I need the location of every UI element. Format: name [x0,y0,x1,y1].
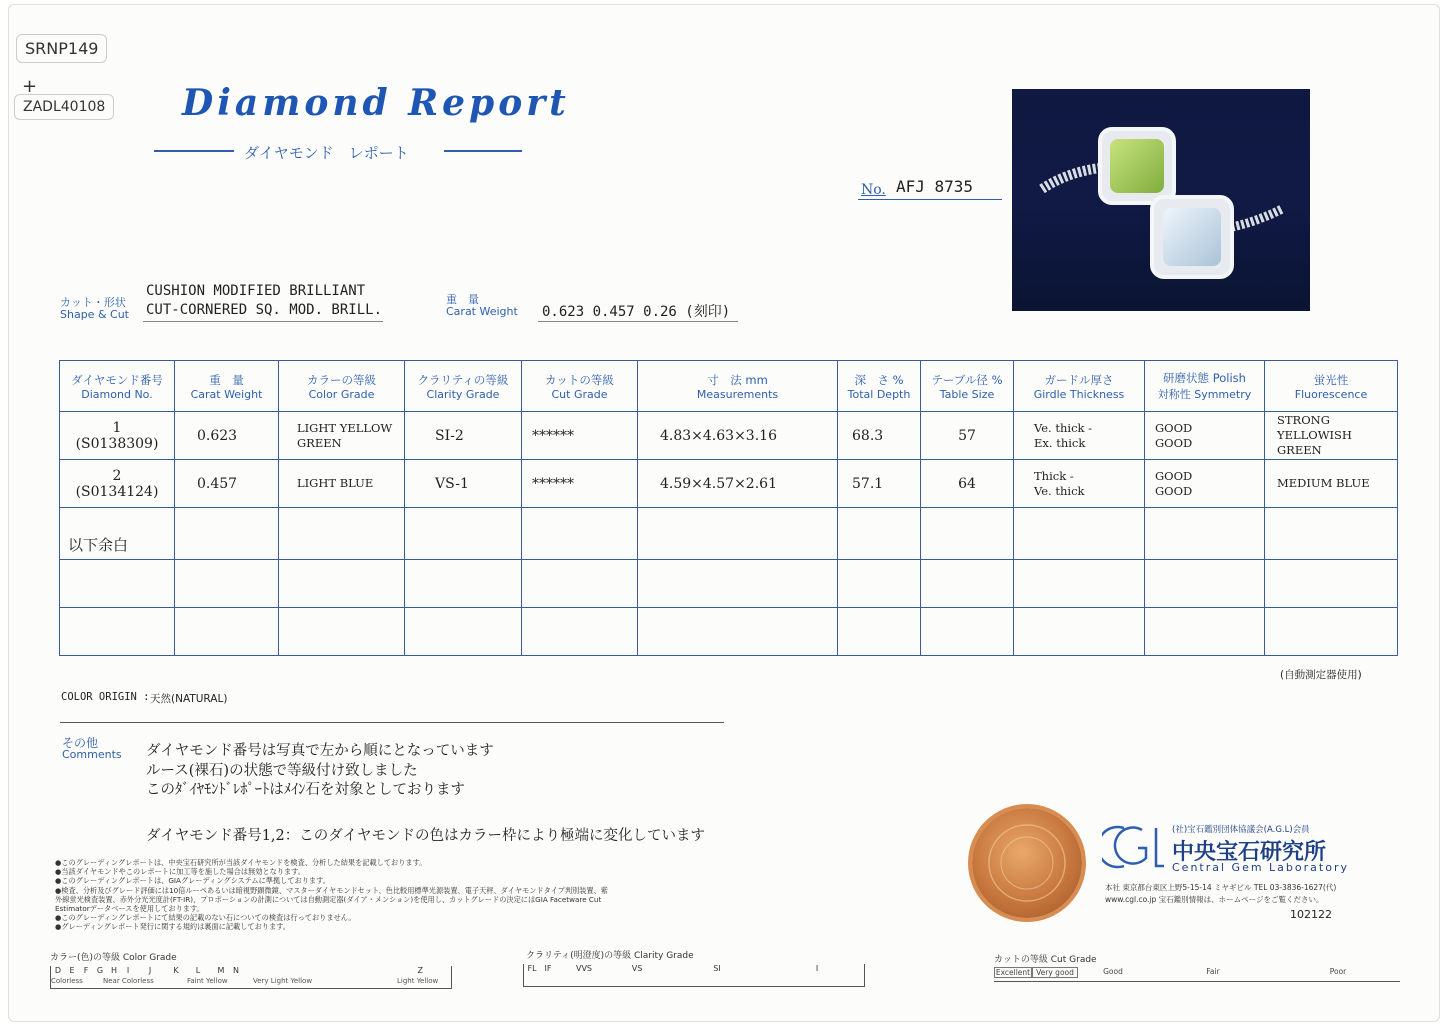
clarity-scale-title: クラリティ(明澄度)の等級 Clarity Grade [526,951,694,961]
row1-cut: ****** [522,412,638,460]
color-origin-label: COLOR ORIGIN : [61,691,150,703]
row2-table-size: 64 [921,460,1014,508]
table-header-row [60,361,1398,412]
row2-carat: 0.457 [175,460,279,508]
color-scale: D E F G H I J K L M N Z Colorless Near Colorless Faint Yellow Very Light Yellow Light Yellow [50,966,452,989]
comment-line-3: このﾀﾞｲﾔﾓﾝﾄﾞﾚﾎﾟｰﾄはﾒｲﾝ石を対象としております [146,782,465,798]
header-measurements: 寸 法 mm Measurements [638,361,838,412]
row1-measurements: 4.83×4.63×3.16 [638,412,838,460]
report-number: AFJ 8735 [896,177,974,196]
shape-rule [143,321,383,322]
handwritten-note-bottom: ZADL40108 [14,94,114,120]
row2-polish: GOOD GOOD [1145,460,1265,508]
table-row [60,560,1398,608]
cgl-logo-icon [1102,822,1166,876]
row1-carat: 0.623 [175,412,279,460]
comment-line-2: ルース(裸石)の状態で等級付け致しました [146,763,418,779]
header-fluorescence: 蛍光性 Fluorescence [1265,361,1398,412]
lab-web: www.cgl.co.jp 宝石鑑別情報は、ホームページをご覧ください。 [1105,895,1324,904]
grading-table [59,360,1398,656]
title-rule-right [444,150,522,152]
row1-color: LIGHT YELLOW GREEN [279,412,405,460]
table-row [60,460,1398,508]
report-no-rule [858,199,1002,200]
comments-label-en: Comments [62,748,122,761]
weight-rule [538,321,738,322]
row1-fluorescence: STRONG YELLOWISH GREEN [1265,412,1398,460]
report-title: Diamond Report [182,82,570,124]
row1-clarity: SI-2 [405,412,522,460]
title-rule-left [154,150,234,152]
clarity-scale: FL IF VVS VS SI I [523,964,865,987]
comment-line-4: ダイヤモンド番号1,2：このダイヤモンドの色はカラー枠により極端に変化しています [146,828,705,844]
header-diamond-no: ダイヤモンド番号 Diamond No. [60,361,175,412]
ring-image-icon [1012,89,1310,311]
lab-name-ja: 中央宝石研究所 [1172,839,1327,865]
ring-photo [1012,89,1310,311]
shape-line1: CUSHION MODIFIED BRILLIANT [146,283,366,299]
handwritten-plus: + [22,76,38,97]
cut-scale-title: カットの等級 Cut Grade [994,955,1097,965]
header-polish-symmetry: 研磨状態 Polish 対称性 Symmetry [1145,361,1265,412]
row2-fluorescence: MEDIUM BLUE [1265,460,1398,508]
report-no-label: No. [861,182,886,198]
color-origin-value: 天然(NATURAL) [150,693,228,705]
header-girdle: ガードル厚さ Girdle Thickness [1014,361,1145,412]
row2-girdle: Thick - Ve. thick [1014,460,1145,508]
row1-depth: 68.3 [838,412,921,460]
cut-scale: Excellent Very good Good Fair Poor [994,967,1400,982]
header-carat: 重 量 Carat Weight [175,361,279,412]
header-color: カラーの等級 Color Grade [279,361,405,412]
shape-label-ja: カット・形状 [60,296,126,309]
color-scale-title: カラー(色)の等級 Color Grade [50,953,177,963]
table-row [60,508,1398,560]
weight-label-en: Carat Weight [446,305,518,318]
row2-diamond-no: 2 (S0134124) [60,460,175,508]
shape-label-en: Shape & Cut [60,308,129,321]
blank-note: 以下余白 [60,508,175,560]
agl-member: (社)宝石鑑別団体協議会(A.G.L)会員 [1172,825,1310,835]
gold-seal-icon [972,808,1082,918]
table-row [60,412,1398,460]
report-subtitle: ダイヤモンド レポート [244,144,409,162]
row2-measurements: 4.59×4.57×2.61 [638,460,838,508]
row2-cut: ****** [522,460,638,508]
comments-label-ja: その他 [62,736,99,750]
weight-value: 0.623 0.457 0.26 (刻印) [542,304,731,320]
row2-depth: 57.1 [838,460,921,508]
weight-label-ja: 重 量 [446,293,479,306]
header-table-size: テーブル径 % Table Size [921,361,1014,412]
row2-clarity: VS-1 [405,460,522,508]
row1-polish: GOOD GOOD [1145,412,1265,460]
header-depth: 深 さ % Total Depth [838,361,921,412]
lab-code: 102122 [1290,908,1332,921]
origin-rule [60,722,724,723]
row1-table-size: 57 [921,412,1014,460]
header-cut: カットの等級 Cut Grade [522,361,638,412]
auto-measure-note: (自動測定器使用) [1280,669,1362,681]
lab-address: 本社 東京都台東区上野5-15-14 ミヤギビル TEL 03-3836-1627(代) [1105,883,1337,892]
header-clarity: クラリティの等級 Clarity Grade [405,361,522,412]
lab-name-en: Central Gem Laboratory [1172,861,1349,874]
comment-line-1: ダイヤモンド番号は写真で左から順にとなっています [146,743,494,759]
handwritten-note-top: SRNP149 [16,34,107,63]
table-row [60,608,1398,656]
row1-girdle: Ve. thick - Ex. thick [1014,412,1145,460]
shape-line2: CUT-CORNERED SQ. MOD. BRILL. [146,302,383,318]
fine-print: ●このグレーディングレポートは、中央宝石研究所が当該ダイヤモンドを検査、分析した結果を記載しております。 ●当該ダイヤモンドやこのレポートに加工等を施した場合は無効となります。 ●このグレーディングレポートは、GIAグレーディングシステムに準拠しております。 ●検査、分析及びグレード評価には10倍ルーペあるいは暗視野顕微鏡、マスターダイヤモンドセット、色比較用標準光源装置、電子天秤、ダイヤモンドタイプ判別装置、紫外線蛍光検査装置、赤外分光光度計(FT-IR)、プロポーションの計測については自動測定器(ダイア・メンション)を使用し、カットグレードの決定にはGIA Facetware Cut Estimatorデータベースを使用しております。 ●このグレーディングレポートにて結果の記載のない石についての検査は行っておりません。 ●グレーディングレポート発行に関する規約は裏面に記載しております。 [55,858,608,932]
row1-diamond-no: 1 (S0138309) [60,412,175,460]
row2-color: LIGHT BLUE [279,460,405,508]
